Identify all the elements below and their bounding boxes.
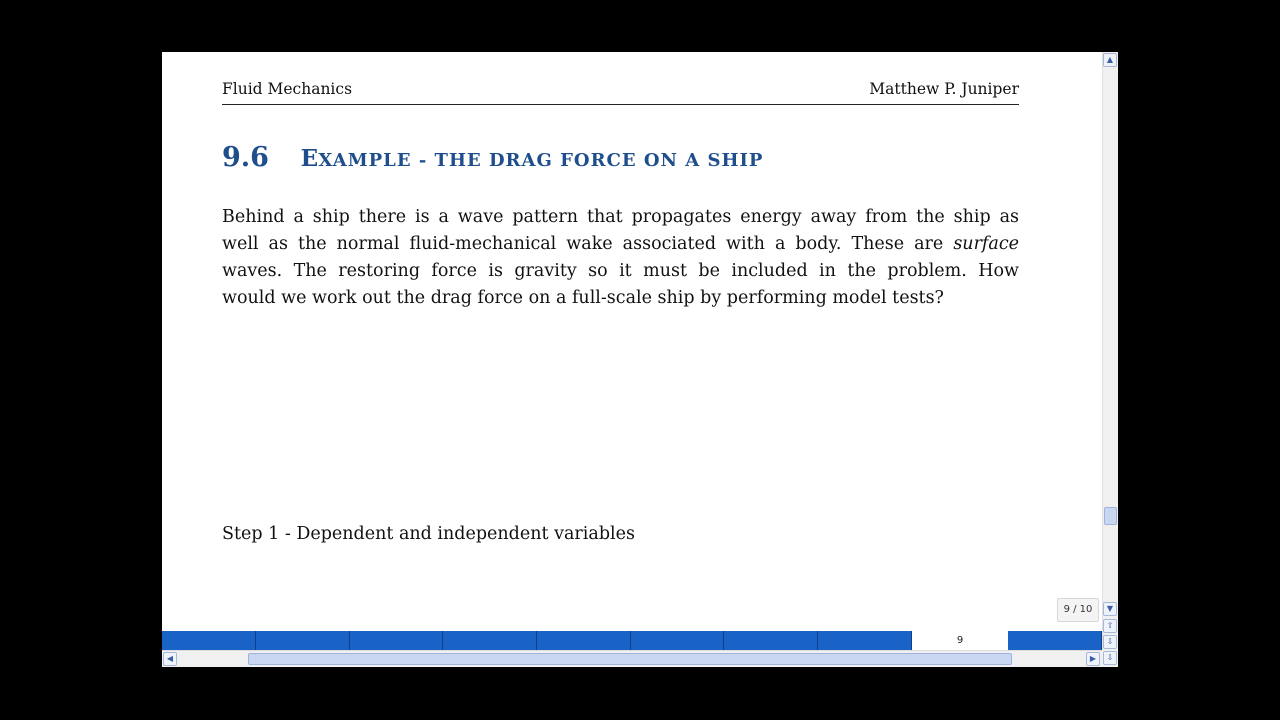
page-navigation-bar <box>162 631 1102 650</box>
page-down-icon[interactable]: ⇩ <box>1103 635 1117 649</box>
horizontal-scroll-thumb[interactable] <box>248 653 1012 665</box>
step-heading: Step 1 - Dependent and independent variables <box>222 524 635 544</box>
running-head-left: Fluid Mechanics <box>222 80 353 98</box>
nav-segment-4[interactable] <box>443 631 537 650</box>
chevron-up-icon[interactable]: ▲ <box>1103 53 1117 67</box>
running-head <box>222 80 1019 105</box>
body-paragraph <box>222 204 1019 312</box>
section-number: 9.6 <box>222 142 269 173</box>
nav-segment-7[interactable] <box>724 631 818 650</box>
nav-segment-6[interactable] <box>631 631 724 650</box>
section-heading-capital: E <box>300 145 319 172</box>
paragraph-line-2-text: well as the normal fluid-mechanical wake associated with a body. These are <box>222 234 954 254</box>
nav-segment-5[interactable] <box>537 631 631 650</box>
last-page-icon[interactable]: ⇩ <box>1103 651 1117 665</box>
running-head-right: Matthew P. Juniper <box>869 80 1019 98</box>
nav-segment-8[interactable] <box>818 631 912 650</box>
nav-segment-3[interactable] <box>350 631 443 650</box>
paragraph-line-3: waves. The restoring force is gravity so it must be included in the problem. How <box>222 261 1019 281</box>
nav-current-page[interactable]: 9 <box>912 631 1008 650</box>
chevron-down-icon[interactable]: ▼ <box>1103 602 1117 616</box>
paragraph-emphasis: surface <box>953 234 1019 254</box>
scrollbar-corner <box>1102 650 1118 667</box>
document-viewer <box>162 52 1118 667</box>
chevron-right-icon[interactable]: ▶ <box>1086 652 1100 666</box>
paragraph-line-1: Behind a ship there is a wave pattern that propagates energy away from the ship as <box>222 207 1019 227</box>
vertical-scroll-thumb[interactable] <box>1104 507 1117 525</box>
section-heading-rest: - THE DRAG FORCE ON A SHIP <box>411 150 764 171</box>
section-heading <box>301 145 764 172</box>
nav-segment-10[interactable] <box>1008 631 1102 650</box>
paragraph-line-4: would we work out the drag force on a full-scale ship by performing model tests? <box>222 288 944 308</box>
horizontal-scrollbar[interactable] <box>162 650 1102 667</box>
section-heading-lead: XAMPLE <box>318 150 412 171</box>
page-up-icon[interactable]: ⇧ <box>1103 619 1117 633</box>
paragraph-line-2 <box>222 231 1019 258</box>
page-indicator: 9 / 10 <box>1057 598 1099 622</box>
chevron-left-icon[interactable]: ◀ <box>163 652 177 666</box>
nav-segment-1[interactable] <box>162 631 256 650</box>
vertical-scrollbar[interactable] <box>1102 52 1118 650</box>
section-title <box>222 142 763 173</box>
nav-segment-2[interactable] <box>256 631 350 650</box>
slide-page <box>162 52 1102 631</box>
